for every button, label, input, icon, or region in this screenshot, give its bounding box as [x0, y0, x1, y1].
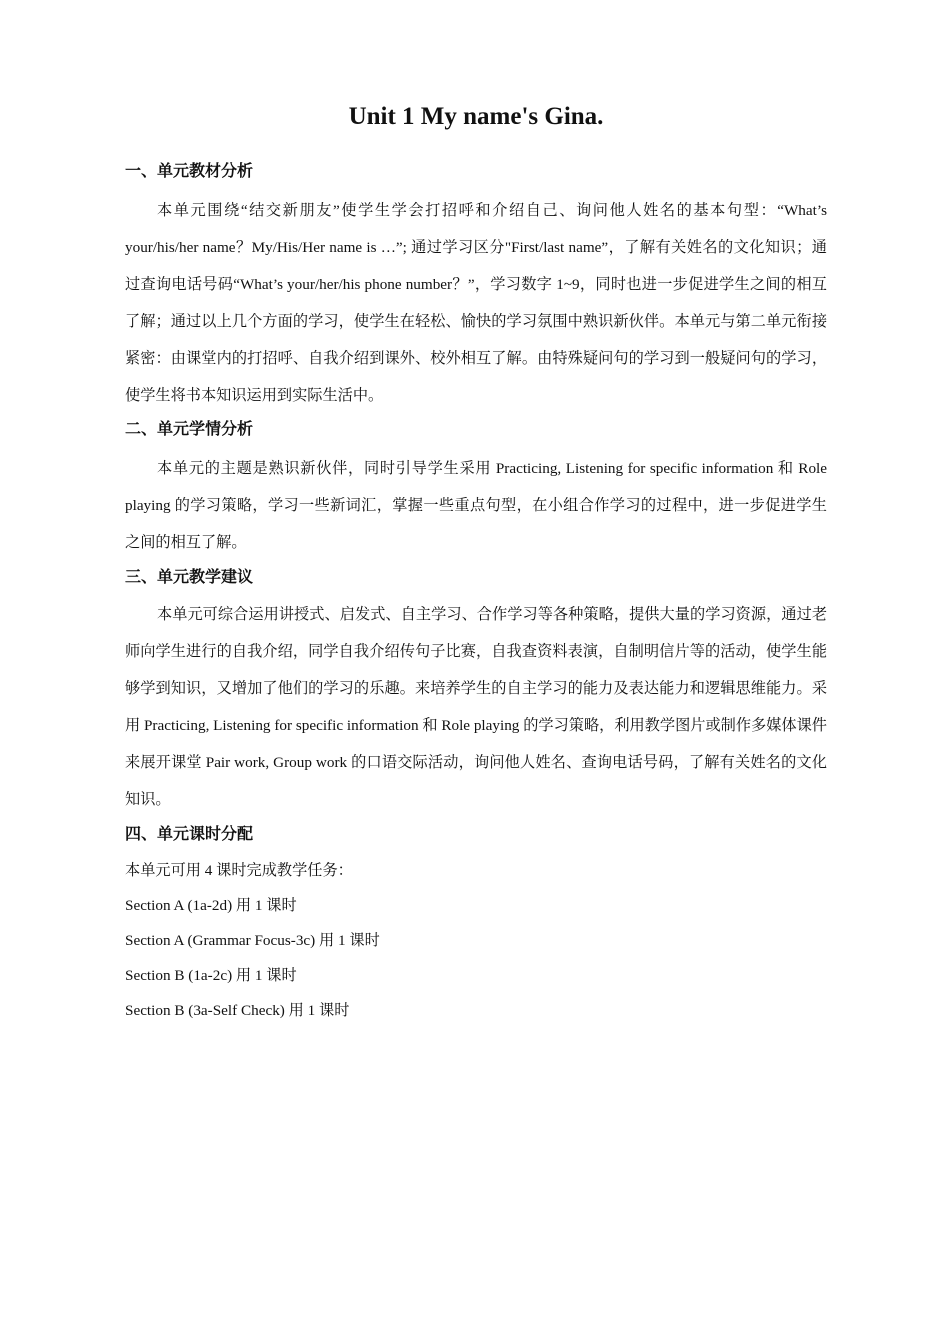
- section-heading-lesson-allocation: 四、单元课时分配: [125, 826, 254, 843]
- lesson-allocation-line: Section B (1a-2c) 用 1 课时: [125, 967, 297, 984]
- section-paragraph-student-analysis: 本单元的主题是熟识新伙伴，同时引导学生采用 Practicing, Listening for specific information 和 Role playing 的学习策略，学习一些新词汇，掌握一些重点句型，在小组合作学习的过程中，进一步促进学生之间的相互了解。: [125, 460, 827, 551]
- section-heading-teaching-suggestions: 三、单元教学建议: [125, 569, 254, 586]
- lesson-allocation-line: 本单元可用 4 课时完成教学任务：: [125, 862, 353, 879]
- section-paragraph-textbook-analysis: 本单元围绕“结交新朋友”使学生学会打招呼和介绍自己、询问他人姓名的基本句型：“What’s your/his/her name？My/His/Her name is …”; 通过学习区分"First/last name”，了解有关姓名的文化知识；通过查询电话号码“What’s your/her/his phone number？”，学习数字 1~9，同时也进一步促进学生之间的相互了解；通过以上几个方面的学习，使学生在轻松、愉快的学习氛围中熟识新伙伴。本单元与第二单元衔接紧密：由课堂内的打招呼、自我介绍到课外、校外相互了解。由特殊疑问句的学习到一般疑问句的学习，使学生将书本知识运用到实际生活中。: [125, 202, 827, 404]
- section-heading-student-analysis: 二、单元学情分析: [125, 421, 254, 438]
- section-paragraph-teaching-suggestions: 本单元可综合运用讲授式、启发式、自主学习、合作学习等各种策略，提供大量的学习资源，通过老师向学生进行的自我介绍，同学自我介绍传句子比赛，自我查资料表演，自制明信片等的活动，使学生能够学到知识，又增加了他们的学习的乐趣。来培养学生的自主学习的能力及表达能力和逻辑思维能力。采用 Practicing, Listening for specific information 和 Role playing 的学习策略，利用教学图片或制作多媒体课件来展开课堂 Pair work, Group work 的口语交际活动，询问他人姓名、查询电话号码，了解有关姓名的文化知识。: [125, 606, 827, 808]
- section-heading-textbook-analysis: 一、单元教材分析: [125, 163, 254, 180]
- lesson-allocation-line: Section B (3a-Self Check) 用 1 课时: [125, 1002, 350, 1019]
- lesson-allocation-line: Section A (1a-2d) 用 1 课时: [125, 897, 297, 914]
- lesson-allocation-line: Section A (Grammar Focus-3c) 用 1 课时: [125, 932, 380, 949]
- document-title: Unit 1 My name's Gina.: [348, 103, 604, 130]
